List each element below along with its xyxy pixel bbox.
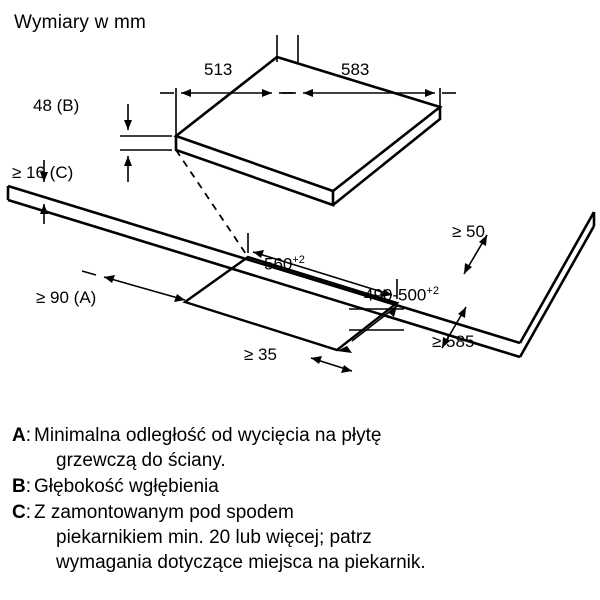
legend-text-c-line2: piekarnikiem min. 20 lub więcej; patrz: [56, 527, 372, 548]
legend: [12, 423, 598, 576]
label-490-500: [364, 285, 439, 306]
dim-48-b: [120, 104, 172, 182]
label-35: ≥ 35: [244, 345, 277, 364]
label-48-b: [33, 96, 79, 116]
label-16-c: ≥ 16 (C): [12, 163, 74, 182]
label-490-500-value: 490-500: [364, 285, 427, 305]
label-490-500-tolerance: +2: [426, 285, 439, 297]
legend-text-b-line1: Głębokość wgłębienia: [34, 476, 219, 497]
legend-colon-c: :: [25, 502, 32, 523]
legend-key-c: C: [12, 502, 26, 523]
legend-colon-b: :: [25, 476, 32, 497]
legend-text-a: [34, 423, 598, 473]
legend-item-b: [12, 474, 598, 499]
legend-text-a-line2: grzewczą do ściany.: [56, 450, 226, 471]
dim-90-a: [82, 271, 185, 302]
dim-35: [311, 356, 352, 373]
legend-item-a: [12, 423, 598, 473]
legend-key-a: A: [12, 425, 26, 446]
label-583: 583: [341, 60, 370, 79]
label-90-a: ≥ 90 (A): [36, 288, 97, 307]
legend-text-c: [34, 500, 598, 575]
dim-490-500: [337, 306, 404, 353]
label-585: ≥ 585: [432, 332, 475, 351]
legend-colon-a: :: [25, 425, 32, 446]
legend-key-b: B: [12, 476, 26, 497]
legend-text-c-line1: Z zamontowanym pod spodem: [34, 502, 294, 523]
label-48-b-text: 48 (B): [33, 96, 80, 115]
legend-text-a-line1: Minimalna odległość od wycięcia na płytę: [34, 425, 382, 446]
label-50: ≥ 50: [452, 222, 485, 241]
dim-513: [160, 35, 293, 140]
legend-text-c-line3: wymagania dotyczące miejsca na piekarnik.: [56, 552, 426, 573]
page-title: Wymiary w mm: [14, 12, 147, 33]
label-560-tolerance: +2: [292, 254, 305, 266]
label-560: [264, 254, 305, 275]
legend-item-c: [12, 500, 598, 575]
label-513: 513: [204, 60, 233, 79]
label-560-value: 560: [264, 254, 293, 274]
legend-text-b: [34, 474, 598, 499]
